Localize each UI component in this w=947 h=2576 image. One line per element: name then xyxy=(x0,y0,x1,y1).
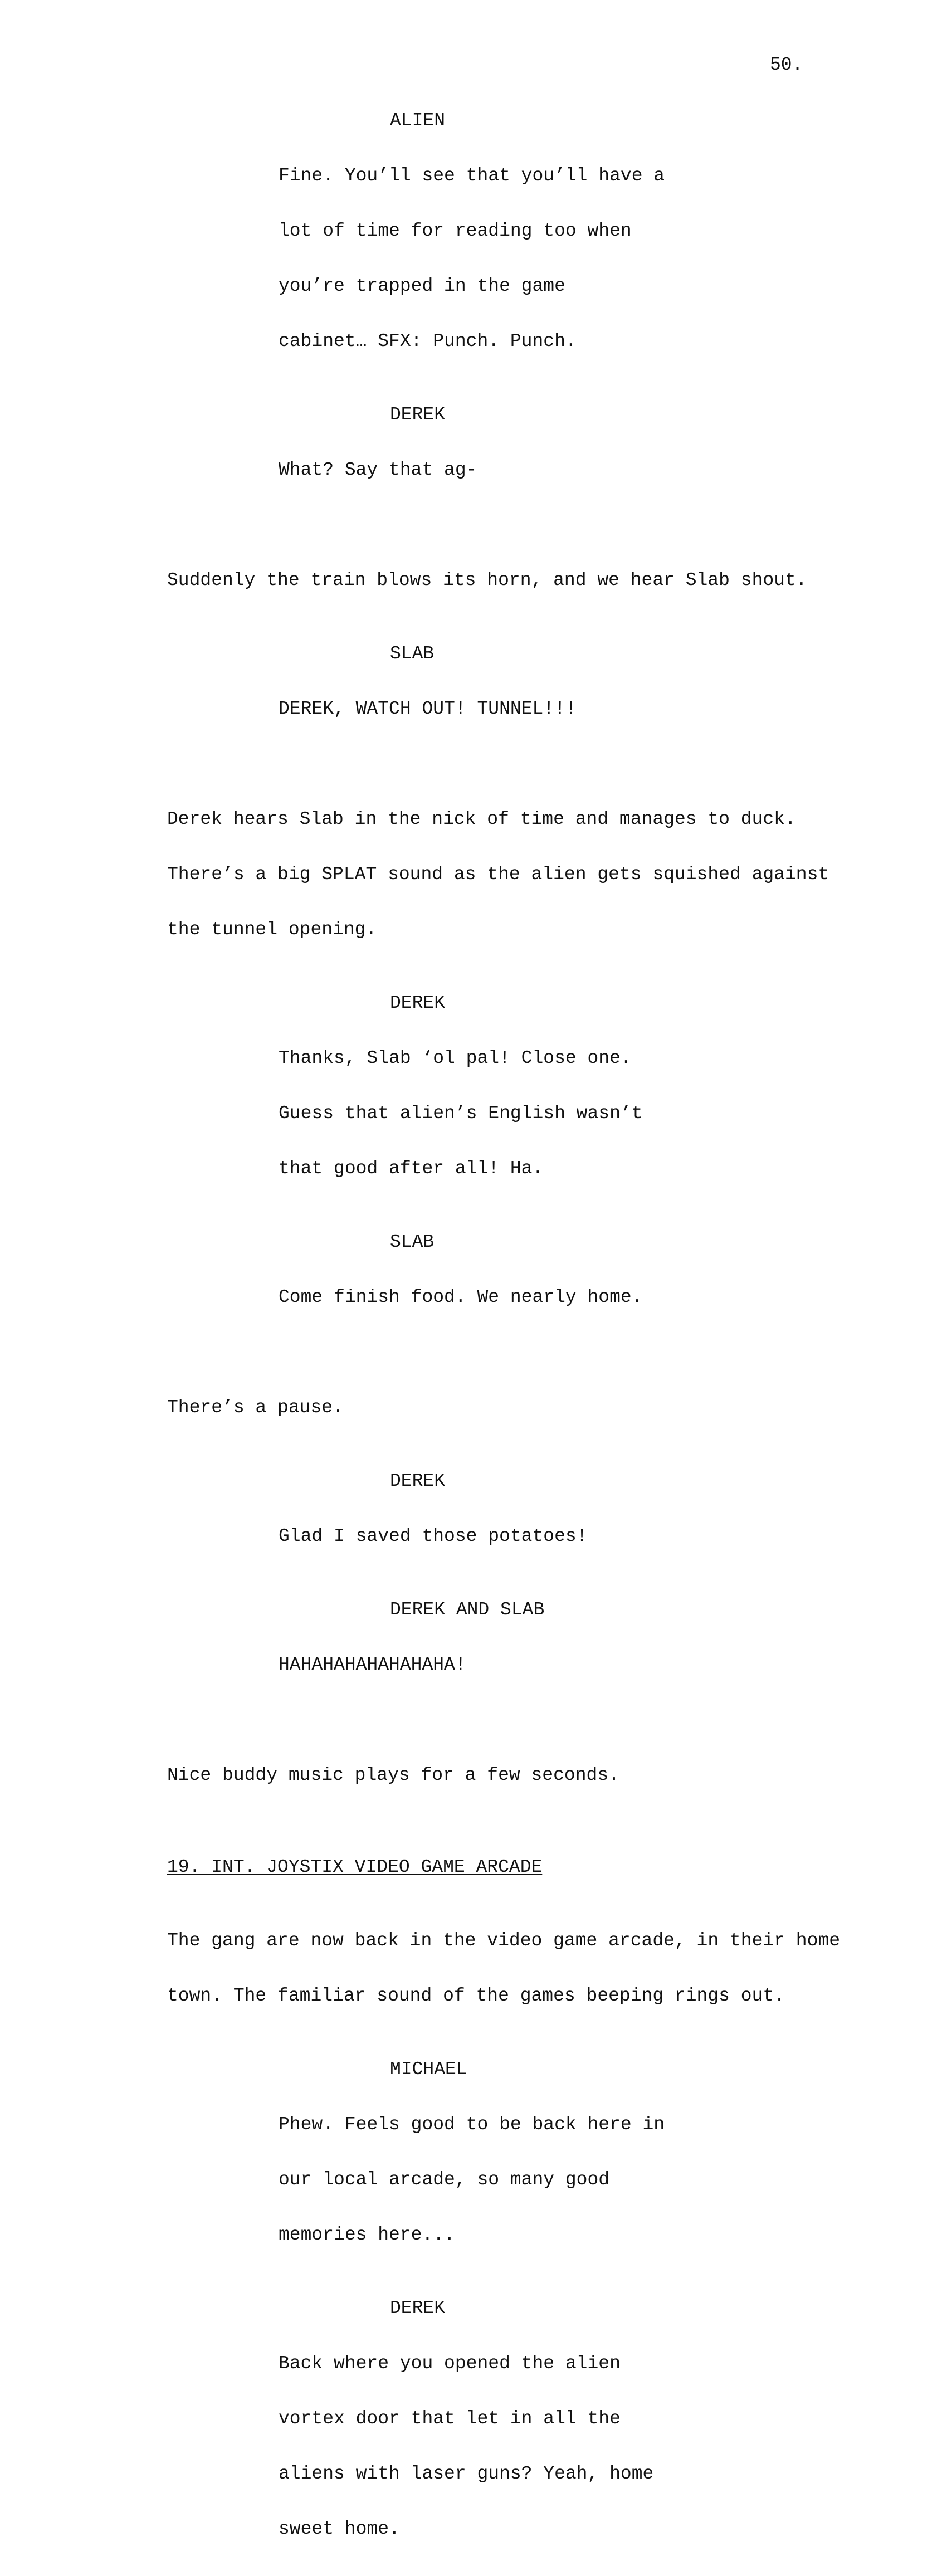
dialogue-line: aliens with laser guns? Yeah, home xyxy=(279,2463,654,2484)
dialogue-line: Back where you opened the alien xyxy=(279,2353,621,2374)
action-line: Nice buddy music plays for a few seconds. xyxy=(167,1765,619,1785)
action xyxy=(167,773,836,975)
screenplay-body xyxy=(167,110,840,2575)
dialogue-line: that good after all! Ha. xyxy=(279,1158,544,1179)
dialogue-line: Glad I saved those potatoes! xyxy=(279,1526,588,1546)
dialogue xyxy=(279,130,836,387)
page-number: 50. xyxy=(770,55,803,75)
character-name: SLAB xyxy=(390,643,435,664)
dialogue xyxy=(279,2079,836,2281)
action-line: The gang are now back in the video game arcade, in their home xyxy=(167,1930,840,1951)
character-name: SLAB xyxy=(390,1232,435,1252)
dialogue-line: HAHAHAHAHAHAHAHA! xyxy=(279,1655,466,1675)
dialogue-line: you’re trapped in the game xyxy=(279,276,565,296)
dialogue xyxy=(279,1012,836,1214)
dialogue-line: Fine. You’ll see that you’ll have a xyxy=(279,165,665,186)
action-line: There’s a big SPLAT sound as the alien gets squished against xyxy=(167,864,829,885)
dialogue-line: Guess that alien’s English wasn’t xyxy=(279,1103,643,1124)
action xyxy=(167,1362,836,1453)
dialogue-line: our local arcade, so many good xyxy=(279,2169,610,2190)
scene-heading: 19. INT. JOYSTIX VIDEO GAME ARCADE xyxy=(167,1857,543,1877)
dialogue-line: DEREK, WATCH OUT! TUNNEL!!! xyxy=(279,699,577,719)
action-line: town. The familiar sound of the games beeping rings out. xyxy=(167,1985,785,2006)
character-name: MICHAEL xyxy=(390,2059,467,2080)
dialogue-line: Come finish food. We nearly home. xyxy=(279,1287,643,1307)
dialogue xyxy=(279,1619,836,1711)
dialogue xyxy=(279,1251,836,1343)
dialogue-line: cabinet… SFX: Punch. Punch. xyxy=(279,331,577,352)
character-name: DEREK xyxy=(390,2298,446,2319)
dialogue xyxy=(279,1490,836,1582)
dialogue-line: vortex door that let in all the xyxy=(279,2408,621,2429)
action xyxy=(167,534,836,626)
character-name: DEREK xyxy=(390,1471,446,1491)
character-name: ALIEN xyxy=(390,110,446,131)
character-name: DEREK xyxy=(390,404,446,425)
dialogue-line: lot of time for reading too when xyxy=(279,221,632,241)
dialogue-line: memories here... xyxy=(279,2224,455,2245)
dialogue-line: Phew. Feels good to be back here in xyxy=(279,2114,665,2135)
character-name: DEREK xyxy=(390,993,446,1013)
dialogue xyxy=(279,2318,836,2575)
dialogue-line: Thanks, Slab ‘ol pal! Close one. xyxy=(279,1048,632,1069)
action xyxy=(167,1895,840,2042)
dialogue xyxy=(279,663,836,755)
dialogue-line: What? Say that ag- xyxy=(279,460,477,480)
dialogue xyxy=(279,424,836,516)
action xyxy=(167,1729,836,1821)
action-line: There’s a pause. xyxy=(167,1397,344,1418)
action-line: Derek hears Slab in the nick of time and manages to duck. xyxy=(167,809,796,830)
character-name: DEREK AND SLAB xyxy=(390,1599,545,1620)
action-line: Suddenly the train blows its horn, and we hear Slab shout. xyxy=(167,570,807,591)
action-line: the tunnel opening. xyxy=(167,919,377,940)
dialogue-line: sweet home. xyxy=(279,2519,400,2539)
